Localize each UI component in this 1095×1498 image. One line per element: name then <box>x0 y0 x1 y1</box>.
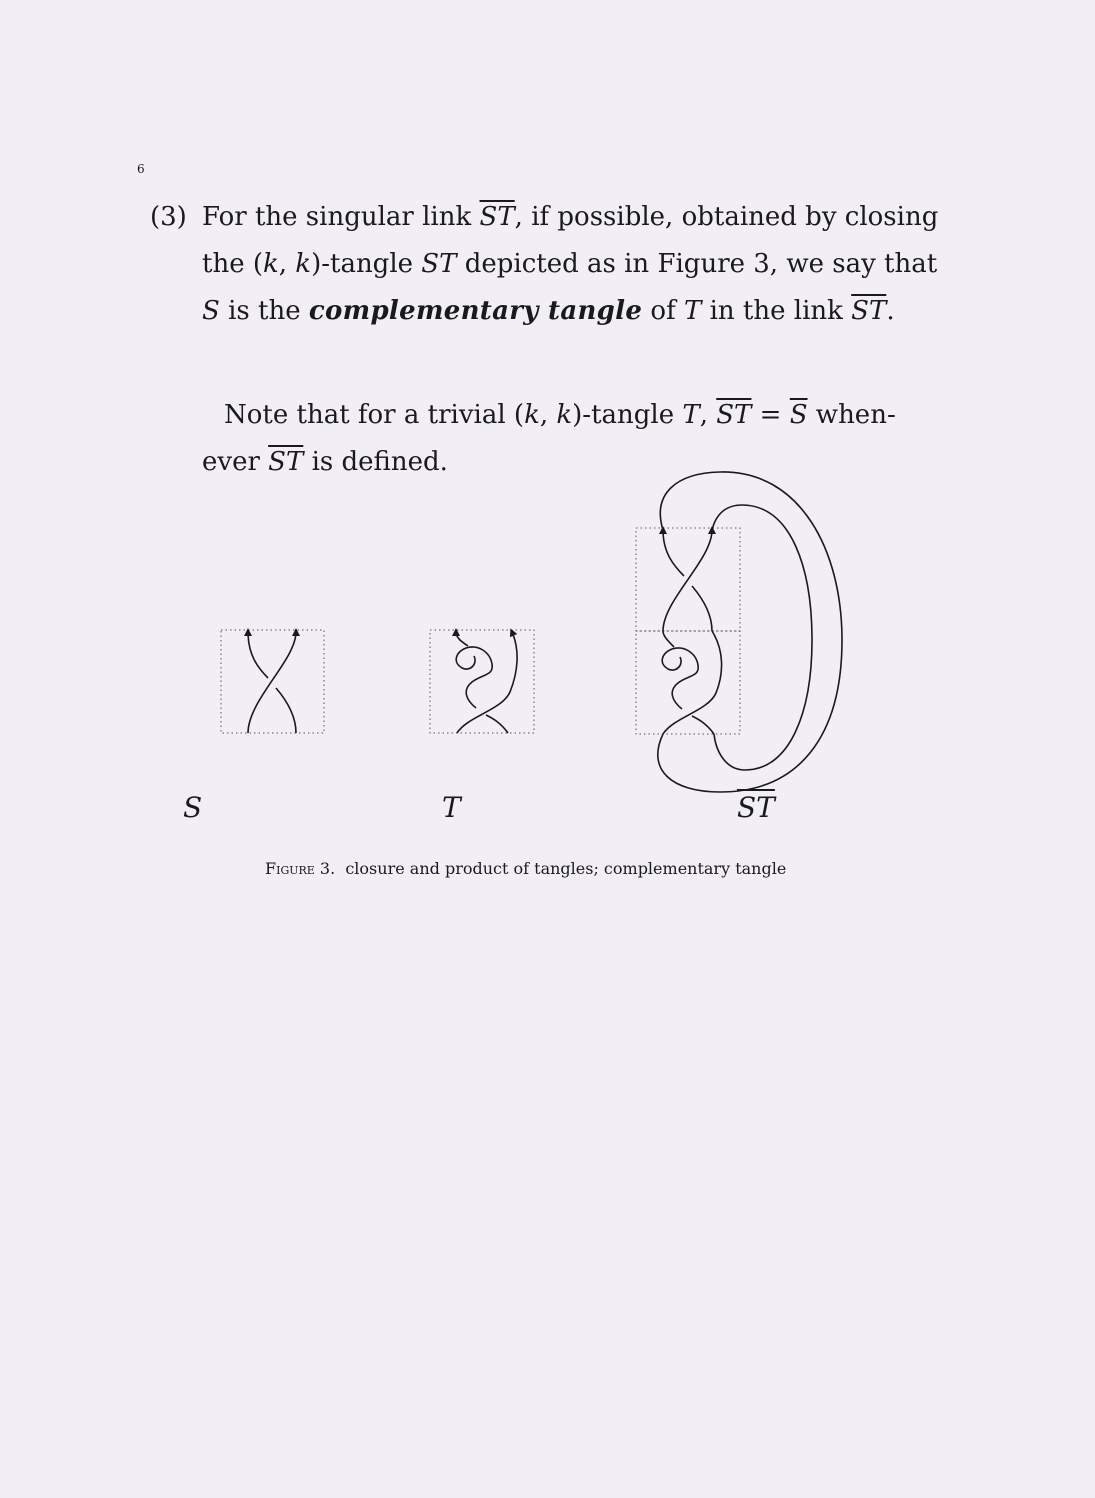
math-k: k <box>295 249 312 279</box>
math-k: k <box>524 400 540 430</box>
text: is defined. <box>303 447 448 477</box>
text: ever <box>202 447 269 477</box>
math-k: k <box>556 400 573 430</box>
defined-term: complementary tangle <box>308 296 643 326</box>
text: of <box>642 296 684 326</box>
tangle-box <box>430 630 534 733</box>
figure-caption <box>265 859 786 878</box>
text: , <box>699 400 717 430</box>
math-t: T <box>682 400 700 430</box>
tangle-box-t <box>636 631 740 734</box>
math-st-closure: $\overline{ST}$ <box>479 202 515 232</box>
math-s: S <box>202 296 220 326</box>
text: when- <box>807 400 896 430</box>
math-st: ST <box>421 249 457 279</box>
math-k: k <box>263 249 279 279</box>
math-st-closure: $\overline{ST}$ <box>716 400 752 430</box>
tangle-t-diagram <box>430 630 534 733</box>
closure-arc-inner <box>712 505 812 770</box>
text: . <box>886 296 895 326</box>
text: Note that for a trivial ( <box>224 400 525 430</box>
text: the ( <box>202 249 263 279</box>
math-st-closure: $\overline{ST}$ <box>268 447 304 477</box>
tangle-s-diagram <box>221 630 324 733</box>
strand-left <box>456 632 508 733</box>
strand-t-left <box>662 631 714 734</box>
label-st: $\overline{ST}$ <box>737 791 775 824</box>
closure-st-diagram <box>636 472 842 792</box>
strand-under <box>248 632 296 733</box>
text: For the singular link <box>202 202 480 232</box>
label-t: T <box>442 791 461 824</box>
text: )-tangle <box>572 400 683 430</box>
text: , <box>278 249 296 279</box>
page-number: 6 <box>137 162 145 176</box>
strand-t-right <box>663 631 722 734</box>
caption-text: closure and product of tangles; complementary tangle <box>345 859 787 878</box>
tangle-box <box>221 630 324 733</box>
caption-prefix: Figure 3. <box>265 859 336 878</box>
strand-right <box>457 632 517 733</box>
text: is the <box>219 296 309 326</box>
text: )-tangle <box>311 249 422 279</box>
strand-over <box>248 632 296 733</box>
math-st-closure: $\overline{ST}$ <box>851 296 887 326</box>
label-s: S <box>183 791 203 824</box>
text: , <box>539 400 557 430</box>
math-t: T <box>683 296 702 326</box>
closure-arc-outer <box>658 472 842 792</box>
math-s-closure: $\overline{S}$ <box>789 400 808 430</box>
strand-s-over <box>663 530 712 631</box>
equals-sign: = <box>751 400 790 430</box>
text: , if possible, obtained by closing <box>514 202 939 232</box>
text: depicted as in Figure 3, we say that <box>456 249 938 279</box>
text: in the link <box>701 296 852 326</box>
item-label: (3) <box>150 202 187 232</box>
